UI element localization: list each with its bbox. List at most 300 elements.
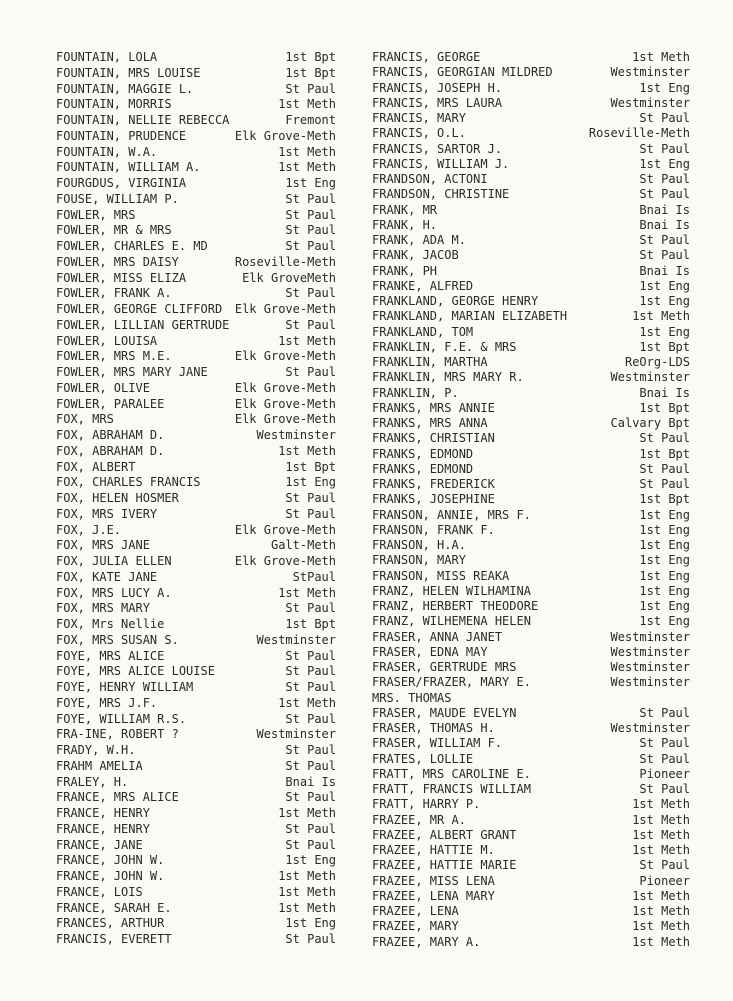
entry-name: FRATT, FRANCIS WILLIAM	[372, 782, 531, 796]
entry-name: FRANCE, HENRY	[56, 821, 150, 836]
directory-entry	[56, 554, 336, 570]
entry-church: 1st Meth	[632, 888, 690, 903]
entry-name: FRANDSON, CHRISTINE	[372, 187, 510, 202]
entry-name: FRANCIS, JOSEPH H.	[372, 80, 503, 95]
directory-entry	[56, 633, 336, 649]
directory-entry	[372, 691, 690, 706]
directory-entry	[56, 145, 336, 161]
directory-entry	[372, 508, 690, 523]
directory-entry	[372, 736, 690, 751]
entry-name: FRAZEE, HATTIE M.	[372, 843, 495, 857]
entry-church: Bnai Is	[639, 217, 690, 232]
entry-church: St Paul	[285, 711, 336, 726]
entry-church: St Paul	[285, 648, 336, 663]
directory-entry	[372, 81, 690, 96]
directory-entry	[372, 752, 690, 767]
directory-entry	[372, 614, 690, 629]
directory-entry	[56, 664, 336, 680]
directory-entry	[56, 743, 336, 759]
entry-church: 1st Eng	[639, 507, 690, 522]
directory-entry	[372, 721, 690, 736]
entry-church: Pioneer	[639, 873, 690, 888]
entry-name: FRANKLIN, MARTHA	[372, 355, 488, 369]
entry-name: FRANKS, MRS ANNIE	[372, 400, 495, 415]
entry-church: Elk Grove-Meth	[234, 396, 336, 411]
directory-entry	[372, 111, 690, 126]
entry-church: 1st Bpt	[639, 339, 690, 354]
entry-church: St Paul	[285, 790, 336, 805]
entry-name: FRANSON, MISS REAKA	[372, 568, 510, 583]
entry-name: FRANKLIN, MRS MARY R.	[372, 370, 524, 385]
entry-name: FOX, Mrs Nellie	[56, 617, 165, 631]
entry-church: Westminster	[610, 721, 690, 735]
entry-church: Elk Grove-Meth	[234, 349, 336, 364]
entry-church: 1st Eng	[285, 853, 336, 868]
entry-name: FRASER, THOMAS H.	[372, 721, 495, 735]
directory-entry	[372, 675, 690, 690]
entry-name: FRANKS, CHRISTIAN	[372, 431, 495, 446]
directory-entry	[372, 96, 690, 111]
entry-name: FRANCIS, GEORGE	[372, 50, 481, 64]
directory-entry	[372, 309, 690, 324]
entry-church: 1st Eng	[639, 294, 690, 308]
entry-name: FRANCIS, EVERETT	[56, 932, 172, 946]
directory-entry	[56, 853, 336, 869]
entry-name: FOUNTAIN, W.A.	[56, 144, 158, 159]
entry-name: FOUNTAIN, PRUDENCE	[56, 128, 187, 143]
entry-church: Elk Grove-Meth	[234, 554, 336, 568]
entry-church: Westminster	[256, 428, 336, 442]
entry-name: FOWLER, MRS MARY JANE	[56, 365, 208, 379]
entry-name: FOUNTAIN, MRS LOUISE	[56, 65, 201, 80]
directory-entry	[56, 428, 336, 444]
directory-entry	[372, 660, 690, 675]
entry-name: FRANK, PH	[372, 263, 438, 278]
entry-church: St Paul	[639, 111, 690, 125]
entry-name: FRASER/FRAZER, MARY E.	[372, 675, 531, 690]
entry-name: FRATT, HARRY P.	[372, 797, 481, 812]
entry-name: FRANCE, JANE	[56, 837, 143, 852]
entry-name: FRANCE, HENRY	[56, 806, 150, 820]
directory-entry	[372, 767, 690, 782]
directory-entry	[372, 355, 690, 370]
directory-entry	[56, 365, 336, 381]
entry-name: FOX, MRS SUSAN S.	[56, 632, 179, 647]
entry-name: FRAZEE, LENA MARY	[372, 888, 495, 903]
entry-church: 1st Eng	[639, 324, 690, 339]
entry-church: St Paul	[285, 317, 336, 332]
entry-church: St Paul	[639, 248, 690, 263]
directory-entry	[56, 271, 336, 287]
entry-name: FRANCIS, WILLIAM J.	[372, 156, 510, 171]
entry-name: FRAZEE, MISS LENA	[372, 873, 495, 888]
entry-name: FOX, CHARLES FRANCIS	[56, 475, 201, 490]
directory-entry	[372, 401, 690, 416]
entry-name: FOYE, WILLIAM R.S.	[56, 711, 187, 726]
directory-entry	[372, 813, 690, 828]
entry-church: 1st Eng	[639, 278, 690, 293]
directory-entry	[372, 553, 690, 568]
directory-entry	[372, 279, 690, 294]
entry-church: Roseville-Meth	[588, 126, 690, 141]
entry-name: FOX, J.E.	[56, 522, 122, 537]
entry-name: FOX, MRS MARY	[56, 601, 150, 616]
entry-church: Pioneer	[639, 766, 690, 781]
directory-entry	[56, 475, 336, 491]
entry-church: 1st Meth	[632, 934, 690, 949]
entry-name: FOUNTAIN, NELLIE REBECCA	[56, 113, 230, 127]
entry-name: FRANCIS, GEORGIAN MILDRED	[372, 65, 553, 80]
directory-entry	[372, 935, 690, 950]
directory-entry	[56, 286, 336, 302]
entry-church: St Paul	[285, 191, 336, 206]
entry-church: 1st Eng	[639, 583, 690, 598]
entry-church: St Paul	[285, 680, 336, 694]
entry-name: FRANCES, ARTHUR	[56, 916, 165, 931]
entry-church: StPaul	[292, 569, 336, 584]
directory-entry	[372, 889, 690, 904]
entry-church: Elk Grove-Meth	[234, 380, 336, 395]
entry-name: FRADY, W.H.	[56, 743, 136, 757]
directory-entry	[372, 172, 690, 187]
directory-entry	[56, 334, 336, 350]
directory-entry	[56, 932, 336, 948]
directory-entry	[56, 822, 336, 838]
entry-name: FOX, ABRAHAM D.	[56, 443, 165, 458]
directory-entry	[56, 586, 336, 602]
right-column	[372, 50, 690, 950]
entry-church: 1st Meth	[632, 797, 690, 812]
entry-name: FOWLER, OLIVE	[56, 380, 150, 395]
directory-entry	[372, 523, 690, 538]
entry-church: Bnai Is	[285, 774, 336, 789]
directory-entry	[56, 538, 336, 554]
directory-entry	[56, 318, 336, 334]
directory-entry	[372, 157, 690, 172]
directory-entry	[56, 916, 336, 932]
entry-name: FOX, MRS JANE	[56, 538, 150, 553]
directory-entry	[372, 492, 690, 507]
entry-name: FOWLER, MISS ELIZA	[56, 270, 187, 285]
entry-name: FRANCE, SARAH E.	[56, 900, 172, 915]
entry-name: FRANZ, WILHEMENA HELEN	[372, 614, 531, 629]
entry-name: FOWLER, FRANK A.	[56, 286, 172, 301]
entry-church: St Paul	[639, 141, 690, 156]
entry-name: FOX, ABRAHAM D.	[56, 428, 165, 442]
directory-entry	[372, 797, 690, 812]
entry-church: 1st Meth	[632, 812, 690, 827]
directory-entry	[56, 444, 336, 460]
directory-entry	[372, 431, 690, 446]
entry-church: Westminster	[610, 629, 690, 644]
directory-entry	[56, 727, 336, 743]
entry-church: St Paul	[639, 751, 690, 766]
entry-name: FRANCE, LOIS	[56, 884, 143, 899]
entry-name: FOWLER, GEORGE CLIFFORD	[56, 302, 223, 316]
directory-entry	[372, 203, 690, 218]
directory-entry	[56, 759, 336, 775]
entry-church: St Paul	[639, 233, 690, 247]
directory-entry	[56, 239, 336, 255]
entry-church: St Paul	[285, 664, 336, 679]
entry-church: St Paul	[285, 491, 336, 505]
entry-church: St Paul	[285, 758, 336, 773]
entry-name: FOX, MRS IVERY	[56, 506, 158, 521]
directory-entry	[372, 218, 690, 233]
entry-church: 1st Eng	[639, 614, 690, 629]
directory-entry	[372, 858, 690, 873]
entry-church: 1st Eng	[639, 80, 690, 95]
entry-church: ReOrg-LDS	[624, 355, 690, 369]
directory-entry	[372, 294, 690, 309]
entry-church: Elk Grove-Meth	[234, 302, 336, 316]
entry-church: 1st Meth	[278, 443, 336, 458]
entry-name: FRANKS, FREDERICK	[372, 477, 495, 491]
entry-name: FRANCIS, SARTOR J.	[372, 141, 503, 156]
entry-church: Calvary Bpt	[610, 416, 690, 430]
entry-church: 1st Bpt	[639, 400, 690, 415]
entry-name: FRANSON, FRANK F.	[372, 522, 495, 537]
entry-name: FRANKS, JOSEPHINE	[372, 492, 495, 507]
directory-entry	[56, 460, 336, 476]
entry-church: 1st Eng	[639, 599, 690, 613]
entry-church: St Paul	[285, 821, 336, 836]
entry-church: St Paul	[285, 81, 336, 96]
entry-church: 1st Meth	[278, 97, 336, 112]
entry-name: FRASER, GERTRUDE MRS	[372, 660, 517, 674]
entry-name: FRANKS, EDMOND	[372, 446, 474, 461]
entry-name: FRANCE, MRS ALICE	[56, 790, 179, 805]
directory-entry	[56, 680, 336, 696]
directory-entry	[56, 176, 336, 192]
directory-entry	[56, 838, 336, 854]
entry-church: Elk Grove-Meth	[234, 412, 336, 427]
directory-entry	[56, 523, 336, 539]
entry-name: FOYE, MRS ALICE LOUISE	[56, 664, 215, 679]
entry-church: St Paul	[639, 187, 690, 202]
directory-entry	[372, 65, 690, 80]
entry-name: FRAZEE, LENA	[372, 904, 459, 918]
entry-church: 1st Eng	[285, 176, 336, 190]
entry-name: FOUSE, WILLIAM P.	[56, 191, 179, 206]
entry-name: FOWLER, LOUISA	[56, 333, 158, 348]
entry-church: 1st Meth	[632, 309, 690, 324]
entry-name: FRANZ, HERBERT THEODORE	[372, 599, 539, 613]
entry-name: FRANKLAND, MARIAN ELIZABETH	[372, 309, 568, 324]
directory-entry	[372, 538, 690, 553]
directory-entry	[372, 706, 690, 721]
directory-entry	[56, 696, 336, 712]
entry-name: FRAZEE, HATTIE MARIE	[372, 858, 517, 873]
entry-name: FRANCIS, O.L.	[372, 126, 466, 141]
directory-entry	[372, 248, 690, 263]
directory-entry	[372, 325, 690, 340]
entry-church: 1st Meth	[278, 585, 336, 600]
entry-church: Westminster	[610, 660, 690, 674]
directory-entry	[56, 869, 336, 885]
entry-name: FOYE, HENRY WILLIAM	[56, 680, 194, 694]
directory-entry	[56, 82, 336, 98]
directory-entry	[56, 649, 336, 665]
directory-entry	[56, 491, 336, 507]
entry-church: 1st Eng	[639, 538, 690, 552]
entry-name: FRAZEE, MARY A.	[372, 934, 481, 949]
entry-name: FOX, MRS LUCY A.	[56, 585, 172, 600]
entry-name: FRANCE, JOHN W.	[56, 869, 165, 883]
entry-church: 1st Eng	[285, 475, 336, 490]
entry-name: FRALEY, H.	[56, 774, 129, 789]
directory-entry	[56, 208, 336, 224]
entry-church: 1st Meth	[278, 144, 336, 159]
entry-name: FOX, JULIA ELLEN	[56, 554, 172, 568]
entry-church: 1st Meth	[278, 333, 336, 348]
entry-name: FRANSON, ANNIE, MRS F.	[372, 507, 531, 522]
entry-name: FRAHM AMELIA	[56, 758, 143, 773]
directory-entry	[56, 617, 336, 633]
entry-name: FOYE, MRS ALICE	[56, 648, 165, 663]
entry-name: FRANK, MR	[372, 202, 438, 217]
directory-entry	[372, 462, 690, 477]
entry-name: FOUNTAIN, MORRIS	[56, 97, 172, 112]
entry-name: FOUNTAIN, LOLA	[56, 50, 158, 64]
entry-name: FOWLER, MRS M.E.	[56, 349, 172, 364]
entry-church: Westminster	[610, 370, 690, 385]
entry-church: St Paul	[285, 207, 336, 222]
entry-church: 1st Meth	[632, 50, 690, 64]
directory-entry	[56, 255, 336, 271]
entry-church: 1st Meth	[278, 806, 336, 820]
entry-church: 1st Meth	[278, 869, 336, 883]
entry-church: Westminster	[610, 644, 690, 659]
entry-church: 1st Meth	[278, 695, 336, 710]
entry-church: 1st Bpt	[285, 459, 336, 474]
entry-name: FRAZEE, MARY	[372, 919, 459, 934]
entry-church: St Paul	[639, 858, 690, 873]
entry-name: FRANCIS, MARY	[372, 111, 466, 125]
entry-name: FRANKLIN, P.	[372, 385, 459, 400]
directory-entry	[56, 570, 336, 586]
entry-church: 1st Eng	[639, 522, 690, 537]
entry-church: St Paul	[285, 286, 336, 301]
entry-church: Westminster	[256, 727, 336, 742]
entry-church: 1st Eng	[639, 553, 690, 568]
entry-church: 1st Eng	[639, 156, 690, 171]
entry-church: St Paul	[639, 461, 690, 476]
entry-church: St Paul	[285, 239, 336, 253]
entry-name: FOWLER, LILLIAN GERTRUDE	[56, 317, 230, 332]
directory-entry	[56, 97, 336, 113]
directory-entry	[372, 447, 690, 462]
directory-entry	[372, 386, 690, 401]
entry-church: Elk Grove-Meth	[234, 522, 336, 537]
entry-name: FRANZ, HELEN WILHAMINA	[372, 583, 531, 598]
directory-entry	[372, 843, 690, 858]
directory-entry	[372, 874, 690, 889]
entry-church: 1st Bpt	[639, 446, 690, 461]
entry-name: FRASER, MAUDE EVELYN	[372, 705, 517, 720]
entry-name: FRANK, JACOB	[372, 248, 459, 263]
directory-entry	[56, 806, 336, 822]
entry-name: FOX, KATE JANE	[56, 569, 158, 584]
directory-entry	[372, 142, 690, 157]
left-column	[56, 50, 336, 948]
entry-church: St Paul	[285, 365, 336, 379]
entry-name: FOWLER, CHARLES E. MD	[56, 239, 208, 253]
directory-entry	[372, 828, 690, 843]
entry-name: FOUNTAIN, WILLIAM A.	[56, 160, 201, 175]
directory-entry	[372, 340, 690, 355]
entry-church: St Paul	[639, 705, 690, 720]
entry-church: Westminster	[610, 675, 690, 690]
directory-entry	[56, 50, 336, 66]
entry-church: Bnai Is	[639, 202, 690, 217]
entry-church: Elk GroveMeth	[242, 270, 336, 285]
entry-name: FOX, MRS	[56, 412, 114, 427]
entry-name: FOUNTAIN, MAGGIE L.	[56, 81, 194, 96]
directory-entry	[56, 507, 336, 523]
directory-entry	[56, 302, 336, 318]
entry-name: FRATES, LOLLIE	[372, 751, 474, 766]
directory-entry	[56, 712, 336, 728]
directory-entry	[372, 782, 690, 797]
entry-church: St Paul	[285, 932, 336, 946]
entry-name: FRANKLAND, TOM	[372, 324, 474, 339]
entry-name: FRANSON, MARY	[372, 553, 466, 568]
entry-name: FRANDSON, ACTONI	[372, 172, 488, 186]
entry-church: 1st Meth	[632, 904, 690, 918]
entry-church: 1st Meth	[278, 160, 336, 175]
entry-name: FOWLER, MR & MRS	[56, 223, 172, 238]
directory-entry	[372, 477, 690, 492]
directory-entry	[372, 584, 690, 599]
directory-entry	[56, 775, 336, 791]
entry-church: St Paul	[285, 601, 336, 616]
entry-name: FRANKS, EDMOND	[372, 461, 474, 476]
entry-name: FRANCIS, MRS LAURA	[372, 95, 503, 110]
entry-name: FRANSON, H.A.	[372, 538, 466, 552]
entry-church: St Paul	[639, 736, 690, 751]
directory-entry	[372, 904, 690, 919]
entry-church: 1st Meth	[278, 900, 336, 915]
directory-entry	[56, 381, 336, 397]
entry-name: MRS. THOMAS	[372, 690, 452, 705]
directory-entry	[56, 66, 336, 82]
entry-name: FRANK, H.	[372, 217, 438, 232]
entry-church: St Paul	[285, 223, 336, 238]
entry-church: St Paul	[285, 506, 336, 521]
entry-name: FOYE, MRS J.F.	[56, 695, 158, 710]
entry-church: 1st Eng	[639, 568, 690, 583]
directory-entry	[372, 569, 690, 584]
entry-church: 1st Meth	[632, 827, 690, 842]
entry-church: 1st Bpt	[639, 492, 690, 507]
directory-entry	[56, 412, 336, 428]
entry-name: FRANKLAND, GEORGE HENRY	[372, 294, 539, 308]
directory-entry	[372, 370, 690, 385]
entry-name: FRASER, EDNA MAY	[372, 644, 488, 659]
entry-name: FRANKS, MRS ANNA	[372, 416, 488, 430]
entry-name: FRANK, ADA M.	[372, 233, 466, 247]
entry-name: FOX, HELEN HOSMER	[56, 491, 179, 505]
entry-name: FRATT, MRS CAROLINE E.	[372, 766, 531, 781]
entry-church: St Paul	[639, 477, 690, 491]
directory-entry	[372, 645, 690, 660]
entry-name: FRAZEE, MR A.	[372, 812, 466, 827]
directory-entry	[56, 397, 336, 413]
entry-church: Bnai Is	[639, 385, 690, 400]
entry-name: FOWLER, MRS	[56, 207, 136, 222]
directory-entry	[372, 599, 690, 614]
